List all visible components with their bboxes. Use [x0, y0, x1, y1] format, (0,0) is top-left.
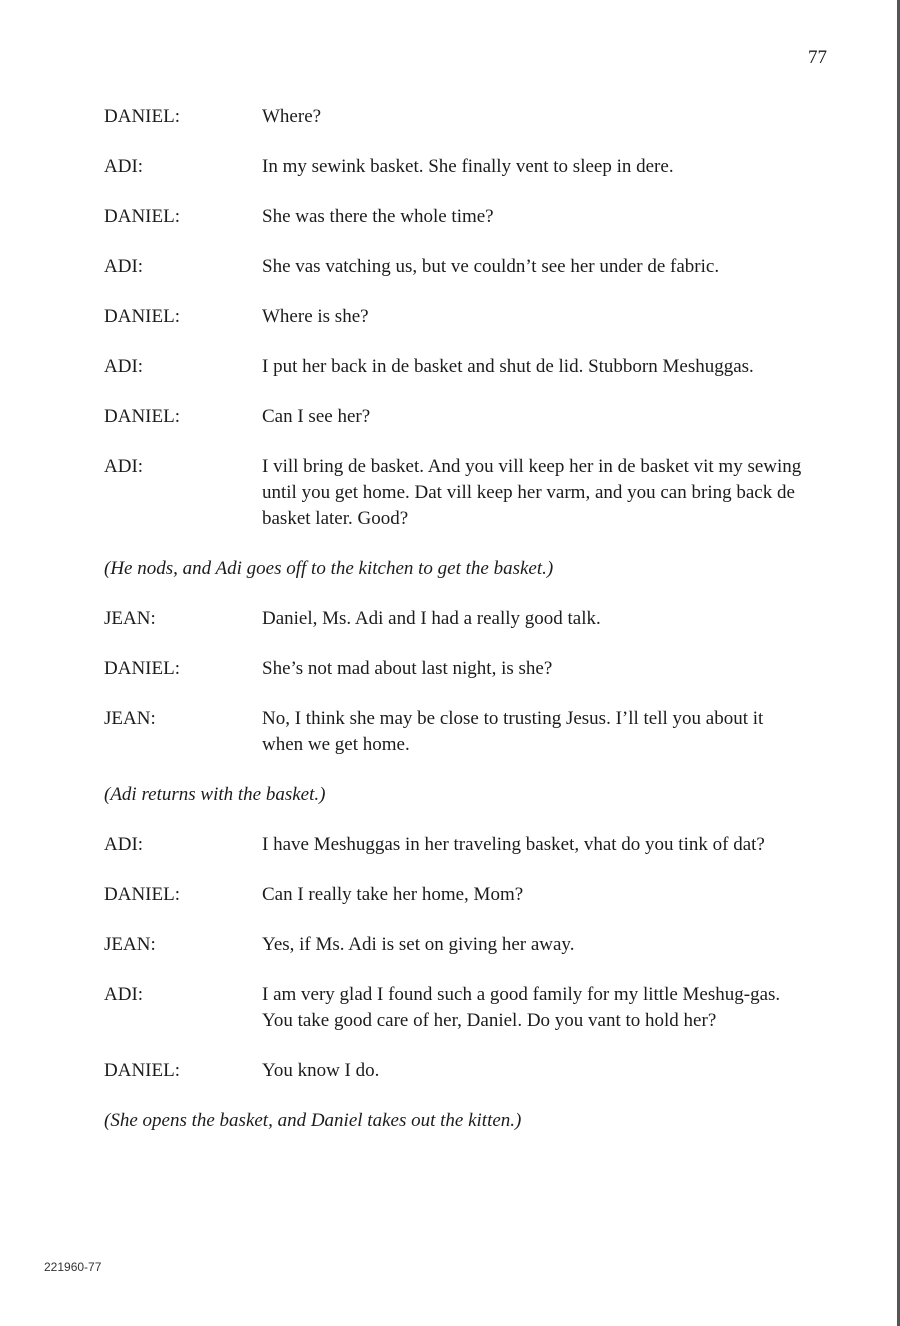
speaker-name: ADI:	[104, 984, 144, 1005]
dialogue-text: I put her back in de basket and shut de lid. Stubborn Meshuggas.	[262, 356, 754, 377]
dialogue-text: Daniel, Ms. Adi and I had a really good talk.	[262, 608, 601, 629]
dialogue-text: She’s not mad about last night, is she?	[262, 658, 553, 679]
dialogue-text: You know I do.	[262, 1060, 380, 1081]
dialogue-line	[104, 656, 804, 682]
dialogue-line	[104, 706, 804, 758]
page-number: 77	[808, 47, 827, 68]
dialogue-line	[104, 354, 804, 380]
dialogue-text: She vas vatching us, but ve couldn’t see her under de fabric.	[262, 256, 720, 277]
dialogue-line	[104, 304, 804, 330]
speaker-name: DANIEL:	[104, 658, 180, 679]
speaker-name: ADI:	[104, 156, 144, 177]
dialogue-line	[104, 982, 804, 1034]
stage-direction: (Adi returns with the basket.)	[104, 784, 326, 805]
dialogue-text: Can I really take her home, Mom?	[262, 884, 524, 905]
dialogue-text: Where?	[262, 106, 322, 127]
dialogue-line	[104, 1058, 804, 1084]
stage-direction: (He nods, and Adi goes off to the kitchen to get the basket.)	[104, 558, 554, 579]
footer-code: 221960-77	[44, 1260, 102, 1274]
dialogue-line	[104, 454, 804, 532]
dialogue-text: Where is she?	[262, 306, 369, 327]
dialogue-line	[104, 204, 804, 230]
speaker-name: ADI:	[104, 834, 144, 855]
dialogue-line	[104, 832, 804, 858]
stage-direction: (She opens the basket, and Daniel takes out the kitten.)	[104, 1110, 522, 1131]
dialogue-line	[104, 606, 804, 632]
dialogue-line	[104, 254, 804, 280]
speaker-name: DANIEL:	[104, 884, 180, 905]
speaker-name: DANIEL:	[104, 406, 180, 427]
dialogue-line	[104, 104, 804, 130]
speaker-name: DANIEL:	[104, 306, 180, 327]
dialogue-line	[104, 932, 804, 958]
speaker-name: ADI:	[104, 256, 144, 277]
dialogue-text: In my sewink basket. She finally vent to sleep in dere.	[262, 156, 674, 177]
speaker-name: JEAN:	[104, 608, 156, 629]
dialogue-line	[104, 154, 804, 180]
dialogue-text: Yes, if Ms. Adi is set on giving her away.	[262, 934, 575, 955]
speaker-name: DANIEL:	[104, 106, 180, 127]
dialogue-line	[104, 882, 804, 908]
dialogue-line	[104, 404, 804, 430]
speaker-name: DANIEL:	[104, 1060, 180, 1081]
speaker-name: JEAN:	[104, 934, 156, 955]
dialogue-text: No, I think she may be close to trusting Jesus. I’ll tell you about it when we get home.	[262, 708, 764, 755]
dialogue-text: I have Meshuggas in her traveling basket, vhat do you tink of dat?	[262, 834, 765, 855]
script-body	[104, 104, 804, 1158]
dialogue-text: She was there the whole time?	[262, 206, 494, 227]
dialogue-text: I am very glad I found such a good family for my little Meshug-gas. You take good care of her, Daniel. Do you vant to hold her?	[262, 984, 781, 1031]
dialogue-text: I vill bring de basket. And you vill keep her in de basket vit my sewing until you get home. Dat vill keep her varm, and you can bring back de basket later. Good?	[262, 456, 802, 529]
speaker-name: JEAN:	[104, 708, 156, 729]
dialogue-text: Can I see her?	[262, 406, 371, 427]
speaker-name: DANIEL:	[104, 206, 180, 227]
speaker-name: ADI:	[104, 456, 144, 477]
speaker-name: ADI:	[104, 356, 144, 377]
